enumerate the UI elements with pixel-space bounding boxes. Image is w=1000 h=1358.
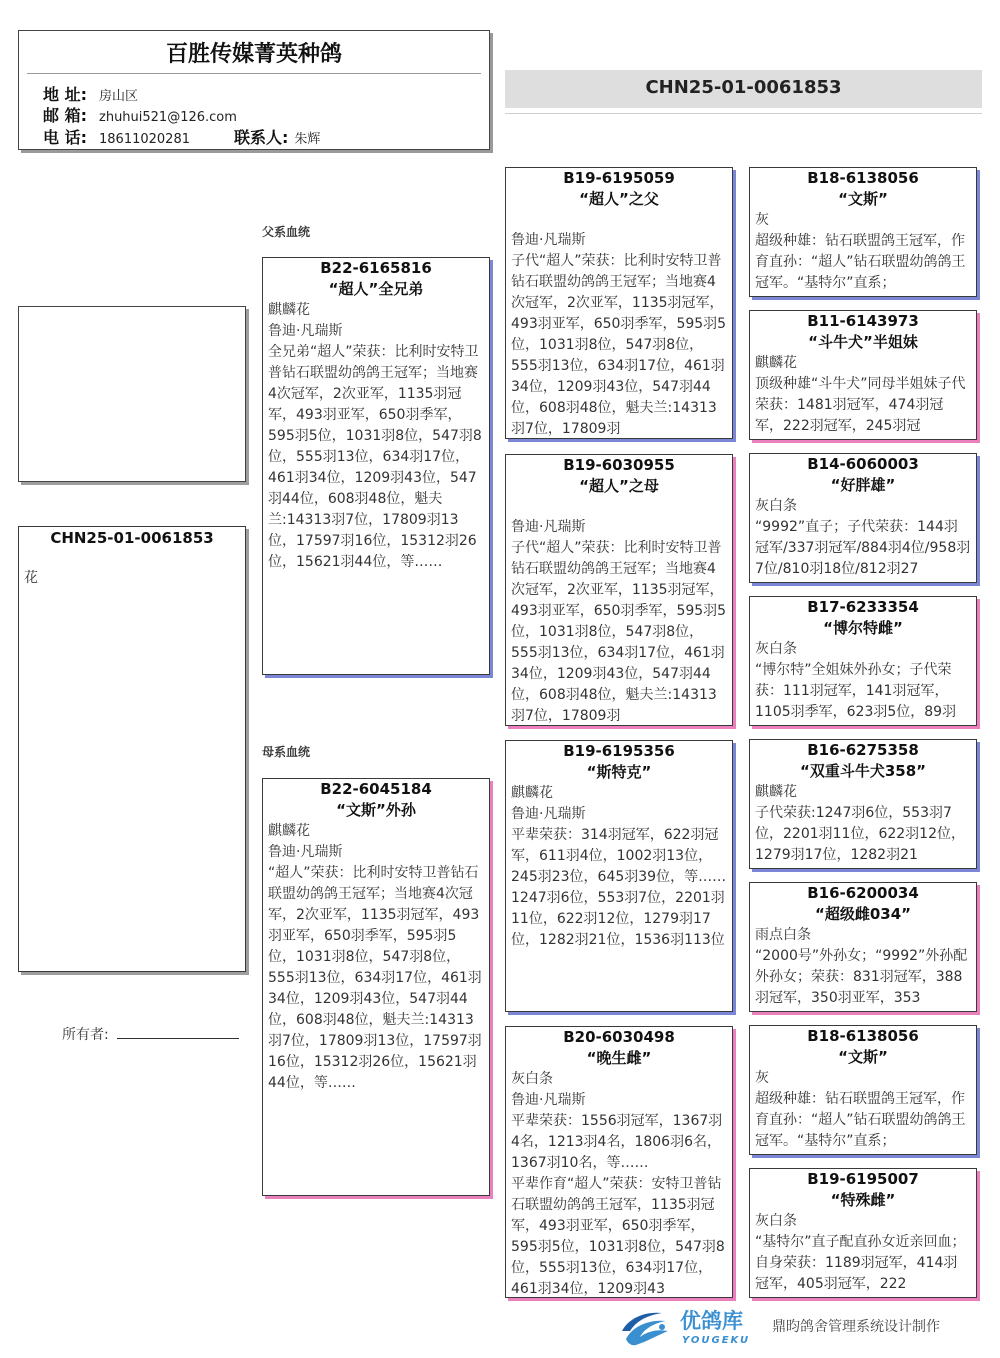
gp-color: 灰白条 — [511, 1071, 553, 1087]
footer-logo — [618, 1305, 758, 1351]
ggp-card-6 — [749, 882, 977, 1012]
ggp-color: 灰 — [755, 212, 769, 228]
gp-ring: B19-6195059 — [563, 169, 675, 187]
sire-line-label: 父系血统 — [262, 225, 311, 239]
address-label: 地 址: — [43, 85, 87, 104]
grandsire-paternal-card — [505, 167, 733, 439]
sire-info: 全兄弟“超人”荣获：比利时安特卫普钻石联盟幼鸽鸽王冠军；当地赛4次冠军，2次亚军，1135羽冠军，493羽亚军，650羽季军，595羽5位，1031羽8位，547羽8位，555羽13位，634羽17位，461羽34位，1209羽43位，547羽44位，608羽48位，魁夫兰:14313羽7位，17809羽13位，17597羽16位，15312羽26位，15621羽44位，等…… — [268, 344, 482, 570]
gp-strain: 鲁迪·凡瑞斯 — [511, 1092, 586, 1108]
ring-banner-underline — [505, 113, 982, 114]
ggp-name: “好胖雄” — [830, 476, 896, 494]
ggp-info: 子代荣获:1247羽6位，553羽7位，2201羽11位，622羽12位，1279羽17位，1282羽21 — [755, 805, 965, 863]
ggp-ring: B18-6138056 — [807, 1027, 919, 1045]
ggp-color: 麒麟花 — [755, 784, 797, 800]
ggp-name: “超级雌034” — [814, 905, 912, 923]
sire-ring: B22-6165816 — [320, 259, 432, 277]
ggp-info: 超级种雄：钻石联盟鸽王冠军，作育直孙：“超人”钻石联盟幼鸽鸽王冠军。“基特尔”直系； — [755, 233, 966, 291]
ggp-card-5 — [749, 739, 977, 869]
sire-color: 麒麟花 — [268, 302, 310, 318]
phone-row — [43, 129, 320, 149]
contact-label: 联系人: — [233, 128, 289, 147]
gp-name: “晚生雌” — [586, 1049, 652, 1067]
granddam-paternal-card — [505, 454, 733, 726]
subject-color: 花 — [24, 570, 38, 586]
gp-info: 平辈荣获：1556羽冠军，1367羽4名，1213羽4名，1806羽6名，1367羽10名，等…… — [511, 1113, 723, 1171]
gp-strain: 鲁迪·凡瑞斯 — [511, 806, 586, 822]
ggp-color: 麒麟花 — [755, 355, 797, 371]
ggp-card-4 — [749, 596, 977, 726]
ggp-color: 雨点白条 — [755, 927, 811, 943]
ggp-card-1 — [749, 167, 977, 297]
logo-text: 优鸽库 — [680, 1309, 743, 1333]
email-label: 邮 箱: — [43, 106, 87, 125]
ggp-card-3 — [749, 453, 977, 583]
dam-strain: 鲁迪·凡瑞斯 — [268, 844, 343, 860]
subject-card — [18, 526, 246, 972]
ggp-ring: B17-6233354 — [807, 598, 919, 616]
ggp-ring: B19-6195007 — [807, 1170, 919, 1188]
phone-label: 电 话: — [43, 128, 87, 147]
gp-color — [511, 210, 727, 230]
phone-value: 18611020281 — [99, 132, 190, 147]
ggp-color: 灰 — [755, 1070, 769, 1086]
gp-color: 麒麟花 — [511, 785, 553, 801]
dam-color: 麒麟花 — [268, 823, 310, 839]
email-row — [43, 107, 237, 127]
ggp-ring: B16-6275358 — [807, 741, 919, 759]
maker-credit: 鼎昀鸽舍管理系统设计制作 — [772, 1319, 940, 1335]
pigeon-photo-frame — [18, 306, 246, 482]
ggp-card-7 — [749, 1025, 977, 1155]
gp-color — [511, 497, 727, 517]
dam-info: “超人”荣获：比利时安特卫普钻石联盟幼鸽鸽王冠军；当地赛4次冠军，2次亚军，1135羽冠军，493羽亚军，650羽季军，595羽5位，1031羽8位，547羽8位，555羽13位，634羽17位，461羽34位，1209羽43位，547羽44位，608羽48位，魁夫兰:14313羽7位，17809羽13位，17597羽16位，15312羽26位，15621羽44位，等…… — [268, 865, 482, 1091]
dam-name: “文斯”外孙 — [336, 801, 416, 819]
gp-ring: B20-6030498 — [563, 1028, 675, 1046]
sire-card — [262, 257, 490, 675]
ggp-info: “9992”直子；子代荣获：144羽冠军/337羽冠军/884羽4位/958羽7位/810羽18位/812羽27 — [755, 519, 971, 577]
granddam-maternal-card — [505, 1026, 733, 1298]
ggp-color: 灰白条 — [755, 641, 797, 657]
gp-name: “斯特克” — [586, 763, 652, 781]
dam-line-label: 母系血统 — [262, 745, 311, 759]
ggp-info: 顶级种雄“斗牛犬”同母半姐妹子代荣获：1481羽冠军，474羽冠军，222羽冠军，245羽冠 — [755, 376, 966, 434]
logo-subtext: YOUGEKU — [682, 1335, 751, 1346]
wave-logo-icon — [618, 1305, 678, 1351]
address-value: 房山区 — [99, 89, 139, 104]
ggp-ring: B14-6060003 — [807, 455, 919, 473]
dam-ring: B22-6045184 — [320, 780, 432, 798]
sire-name: “超人”全兄弟 — [328, 280, 424, 298]
ggp-ring: B16-6200034 — [807, 884, 919, 902]
ggp-ring: B18-6138056 — [807, 169, 919, 187]
ggp-info: 超级种雄：钻石联盟鸽王冠军，作育直孙：“超人”钻石联盟幼鸽鸽王冠军。“基特尔”直系； — [755, 1091, 966, 1149]
ggp-color: 灰白条 — [755, 498, 797, 514]
pigeon-ring-banner: CHN25-01-0061853 — [505, 70, 982, 108]
gp-strain: 鲁迪·凡瑞斯 — [511, 519, 586, 535]
ggp-info: “基特尔”直子配直孙女近亲回血；自身荣获：1189羽冠军，414羽冠军，405羽冠军，222 — [755, 1234, 966, 1292]
ggp-card-2 — [749, 310, 977, 440]
ggp-info: “2000号”外孙女；“9992”外孙配外孙女；荣获：831羽冠军，388羽冠军，350羽亚军，353 — [755, 948, 968, 1006]
ggp-name: “博尔特雌” — [823, 619, 903, 637]
ggp-info: “博尔特”全姐妹外孙女；子代荣获：111羽冠军，141羽冠军，1105羽季军，623羽5位，89羽 — [755, 662, 957, 720]
address-row — [43, 86, 138, 106]
ggp-color: 灰白条 — [755, 1213, 797, 1229]
owner-blank — [117, 1028, 239, 1039]
ggp-card-8 — [749, 1168, 977, 1298]
contact-value: 朱辉 — [294, 132, 321, 147]
ggp-name: “文斯” — [838, 1048, 888, 1066]
gp-name: “超人”之父 — [579, 190, 659, 208]
breeder-info-box — [18, 30, 490, 150]
ggp-name: “双重斗牛犬358” — [799, 762, 927, 780]
subject-ring: CHN25-01-0061853 — [50, 529, 214, 547]
ggp-name: “特殊雌” — [830, 1191, 896, 1209]
gp-ring: B19-6195356 — [563, 742, 675, 760]
gp-strain: 鲁迪·凡瑞斯 — [511, 232, 586, 248]
gp-info: 子代“超人”荣获：比利时安特卫普钻石联盟幼鸽鸽王冠军；当地赛4次冠军，2次亚军，1135羽冠军，493羽亚军，650羽季军，595羽5位，1031羽8位，547羽8位，555羽13位，634羽17位，461羽34位，1209羽43位，547羽44位，608羽48位，魁夫兰:14313羽7位，17809羽 — [511, 253, 727, 437]
ggp-name: “文斯” — [838, 190, 888, 208]
breeder-title: 百胜传媒菁英种鸽 — [165, 42, 342, 67]
gp-name: “超人”之母 — [579, 477, 659, 495]
gp-ring: B19-6030955 — [563, 456, 675, 474]
gp-info: 平辈荣获：314羽冠军，622羽冠军，611羽4位，1002羽13位，245羽23位，645羽39位，等……1247羽6位，553羽7位，2201羽11位，622羽12位，1279羽17位，1282羽21位，1536羽113位 — [511, 827, 727, 948]
grandsire-maternal-card — [505, 740, 733, 1012]
owner-label: 所有者: — [62, 1027, 109, 1043]
gp-info-extra: 平辈作育“超人”荣获：安特卫普钻石联盟幼鸽鸽王冠军，1135羽冠军，493羽亚军，650羽季军，595羽5位，1031羽8位，547羽8位，555羽13位，634羽17位，461羽34位，1209羽43 — [511, 1176, 725, 1297]
owner-line — [62, 1024, 239, 1044]
email-value[interactable]: zhuhui521@126.com — [99, 110, 237, 125]
ggp-name: “斗牛犬”半姐妹 — [808, 333, 918, 351]
sire-strain: 鲁迪·凡瑞斯 — [268, 323, 343, 339]
ggp-ring: B11-6143973 — [807, 312, 919, 330]
header-divider — [27, 73, 481, 74]
gp-info: 子代“超人”荣获：比利时安特卫普钻石联盟幼鸽鸽王冠军；当地赛4次冠军，2次亚军，1135羽冠军，493羽亚军，650羽季军，595羽5位，1031羽8位，547羽8位，555羽13位，634羽17位，461羽34位，1209羽43位，547羽44位，608羽48位，魁夫兰:14313羽7位，17809羽 — [511, 540, 727, 724]
dam-card — [262, 778, 490, 1196]
